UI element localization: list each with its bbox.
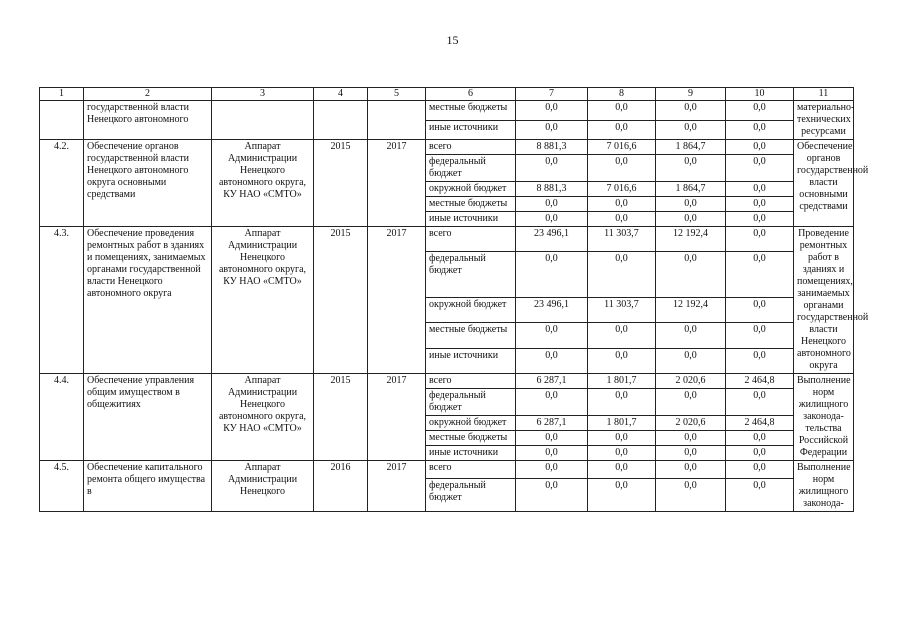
start-year-cell: 2015 bbox=[314, 374, 368, 461]
end-year-cell: 2017 bbox=[368, 227, 426, 374]
amount-cell: 0,0 bbox=[656, 252, 726, 298]
executor-cell: Аппарат Администрации Ненецкого автономного округа, КУ НАО «СМТО» bbox=[212, 374, 314, 461]
amount-cell: 0,0 bbox=[726, 140, 794, 155]
amount-cell: 0,0 bbox=[656, 155, 726, 182]
funding-source-label: местные бюджеты bbox=[426, 323, 516, 348]
amount-cell: 2 020,6 bbox=[656, 374, 726, 389]
column-number: 10 bbox=[726, 88, 794, 101]
amount-cell: 1 864,7 bbox=[656, 140, 726, 155]
result-cell: Проведение ремонтных работ в зданиях и помещениях, занимаемых органами государственной власти Ненецкого автономного округа bbox=[794, 227, 854, 374]
amount-cell: 0,0 bbox=[726, 227, 794, 252]
funding-source-label: окружной бюджет bbox=[426, 297, 516, 322]
funding-source-label: всего bbox=[426, 374, 516, 389]
column-number: 3 bbox=[212, 88, 314, 101]
amount-cell: 0,0 bbox=[588, 120, 656, 140]
column-number: 11 bbox=[794, 88, 854, 101]
amount-cell: 0,0 bbox=[656, 461, 726, 479]
funding-source-label: федеральный бюджет bbox=[426, 479, 516, 512]
column-number: 4 bbox=[314, 88, 368, 101]
end-year-cell: 2017 bbox=[368, 374, 426, 461]
start-year-cell: 2015 bbox=[314, 140, 368, 227]
funding-row bbox=[40, 374, 854, 389]
amount-cell: 0,0 bbox=[726, 297, 794, 322]
amount-cell: 0,0 bbox=[726, 182, 794, 197]
amount-cell: 0,0 bbox=[516, 479, 588, 512]
amount-cell: 0,0 bbox=[516, 120, 588, 140]
amount-cell: 0,0 bbox=[656, 101, 726, 121]
amount-cell: 0,0 bbox=[516, 446, 588, 461]
amount-cell: 0,0 bbox=[588, 348, 656, 373]
funding-source-label: всего bbox=[426, 461, 516, 479]
amount-cell: 0,0 bbox=[656, 446, 726, 461]
amount-cell: 0,0 bbox=[726, 348, 794, 373]
amount-cell: 0,0 bbox=[516, 101, 588, 121]
table-body bbox=[40, 88, 869, 512]
executor-cell: Аппарат Администрации Ненецкого автономного округа, КУ НАО «СМТО» bbox=[212, 227, 314, 374]
amount-cell: 0,0 bbox=[588, 212, 656, 227]
funding-source-label: федеральный бюджет bbox=[426, 252, 516, 298]
amount-cell: 0,0 bbox=[726, 155, 794, 182]
amount-cell: 1 801,7 bbox=[588, 374, 656, 389]
amount-cell: 0,0 bbox=[656, 431, 726, 446]
amount-cell: 2 020,6 bbox=[656, 416, 726, 431]
amount-cell: 0,0 bbox=[588, 479, 656, 512]
funding-source-label: федеральный бюджет bbox=[426, 389, 516, 416]
funding-source-label: окружной бюджет bbox=[426, 182, 516, 197]
funding-row bbox=[40, 461, 854, 479]
column-number: 5 bbox=[368, 88, 426, 101]
amount-cell: 0,0 bbox=[656, 212, 726, 227]
item-name-cell: государственной власти Ненецкого автономного bbox=[84, 101, 212, 140]
start-year-cell: 2016 bbox=[314, 461, 368, 512]
item-number-cell: 4.5. bbox=[40, 461, 84, 512]
funding-source-label: всего bbox=[426, 227, 516, 252]
amount-cell: 0,0 bbox=[588, 155, 656, 182]
page-number: 15 bbox=[446, 33, 459, 47]
item-name-cell: Обеспечение проведения ремонтных работ в зданиях и помещениях, занимаемых органами государственной власти Ненецкого автономного округа bbox=[84, 227, 212, 374]
amount-cell: 0,0 bbox=[656, 348, 726, 373]
item-number-cell: 4.4. bbox=[40, 374, 84, 461]
amount-cell: 11 303,7 bbox=[588, 297, 656, 322]
amount-cell: 0,0 bbox=[588, 252, 656, 298]
column-number-row bbox=[40, 88, 854, 101]
item-name-cell: Обеспечение управления общим имуществом в общежитиях bbox=[84, 374, 212, 461]
amount-cell: 0,0 bbox=[588, 197, 656, 212]
amount-cell: 6 287,1 bbox=[516, 416, 588, 431]
amount-cell: 1 864,7 bbox=[656, 182, 726, 197]
item-number-cell: 4.3. bbox=[40, 227, 84, 374]
column-number: 8 bbox=[588, 88, 656, 101]
amount-cell: 0,0 bbox=[726, 446, 794, 461]
funding-row bbox=[40, 140, 854, 155]
item-number-cell: 4.2. bbox=[40, 140, 84, 227]
amount-cell: 0,0 bbox=[726, 479, 794, 512]
result-cell: материально-технических ресурсами bbox=[794, 101, 854, 140]
funding-source-label: федеральный бюджет bbox=[426, 155, 516, 182]
amount-cell: 1 801,7 bbox=[588, 416, 656, 431]
result-cell: Обеспечение органов государственной власти основными средствами bbox=[794, 140, 854, 227]
amount-cell: 0,0 bbox=[726, 197, 794, 212]
amount-cell: 2 464,8 bbox=[726, 374, 794, 389]
amount-cell: 23 496,1 bbox=[516, 227, 588, 252]
amount-cell: 0,0 bbox=[516, 155, 588, 182]
funding-source-label: местные бюджеты bbox=[426, 431, 516, 446]
amount-cell: 0,0 bbox=[588, 323, 656, 348]
funding-source-label: иные источники bbox=[426, 212, 516, 227]
amount-cell: 0,0 bbox=[656, 197, 726, 212]
funding-source-label: иные источники bbox=[426, 120, 516, 140]
column-number: 2 bbox=[84, 88, 212, 101]
amount-cell: 0,0 bbox=[656, 389, 726, 416]
funding-source-label: всего bbox=[426, 140, 516, 155]
amount-cell: 0,0 bbox=[588, 389, 656, 416]
amount-cell: 0,0 bbox=[516, 431, 588, 446]
start-year-cell: 2015 bbox=[314, 227, 368, 374]
amount-cell: 0,0 bbox=[588, 101, 656, 121]
amount-cell: 11 303,7 bbox=[588, 227, 656, 252]
amount-cell: 7 016,6 bbox=[588, 182, 656, 197]
amount-cell: 12 192,4 bbox=[656, 297, 726, 322]
amount-cell: 6 287,1 bbox=[516, 374, 588, 389]
amount-cell: 0,0 bbox=[588, 446, 656, 461]
amount-cell: 8 881,3 bbox=[516, 182, 588, 197]
amount-cell: 0,0 bbox=[726, 389, 794, 416]
amount-cell: 0,0 bbox=[588, 461, 656, 479]
column-number: 9 bbox=[656, 88, 726, 101]
amount-cell: 0,0 bbox=[516, 461, 588, 479]
amount-cell: 0,0 bbox=[726, 461, 794, 479]
amount-cell: 0,0 bbox=[726, 120, 794, 140]
amount-cell: 0,0 bbox=[726, 323, 794, 348]
funding-row bbox=[40, 101, 854, 121]
executor-cell: Аппарат Администрации Ненецкого автономного округа, КУ НАО «СМТО» bbox=[212, 140, 314, 227]
end-year-cell: 2017 bbox=[368, 461, 426, 512]
amount-cell: 0,0 bbox=[516, 323, 588, 348]
amount-cell: 2 464,8 bbox=[726, 416, 794, 431]
amount-cell: 0,0 bbox=[656, 120, 726, 140]
amount-cell: 0,0 bbox=[516, 252, 588, 298]
amount-cell: 0,0 bbox=[516, 197, 588, 212]
program-table bbox=[39, 87, 869, 512]
item-name-cell: Обеспечение капитального ремонта общего имущества в bbox=[84, 461, 212, 512]
item-name-cell: Обеспечение органов государственной власти Ненецкого автономного округа основными средствами bbox=[84, 140, 212, 227]
amount-cell: 0,0 bbox=[726, 431, 794, 446]
amount-cell: 0,0 bbox=[516, 348, 588, 373]
result-cell: Выполнение норм жилищного законода-тельства Российской Федерации bbox=[794, 374, 854, 461]
funding-source-label: окружной бюджет bbox=[426, 416, 516, 431]
amount-cell: 0,0 bbox=[656, 479, 726, 512]
item-number-cell bbox=[40, 101, 84, 140]
executor-cell bbox=[212, 101, 314, 140]
amount-cell: 12 192,4 bbox=[656, 227, 726, 252]
amount-cell: 0,0 bbox=[516, 212, 588, 227]
funding-source-label: иные источники bbox=[426, 348, 516, 373]
funding-source-label: местные бюджеты bbox=[426, 197, 516, 212]
funding-row bbox=[40, 227, 854, 252]
amount-cell: 0,0 bbox=[516, 389, 588, 416]
column-number: 1 bbox=[40, 88, 84, 101]
amount-cell: 0,0 bbox=[588, 431, 656, 446]
amount-cell: 0,0 bbox=[726, 252, 794, 298]
start-year-cell bbox=[314, 101, 368, 140]
column-number: 6 bbox=[426, 88, 516, 101]
amount-cell: 0,0 bbox=[726, 101, 794, 121]
amount-cell: 0,0 bbox=[726, 212, 794, 227]
amount-cell: 0,0 bbox=[656, 323, 726, 348]
column-number: 7 bbox=[516, 88, 588, 101]
funding-source-label: иные источники bbox=[426, 446, 516, 461]
amount-cell: 23 496,1 bbox=[516, 297, 588, 322]
amount-cell: 7 016,6 bbox=[588, 140, 656, 155]
result-cell: Выполнение норм жилищного законода- bbox=[794, 461, 854, 512]
amount-cell: 8 881,3 bbox=[516, 140, 588, 155]
funding-source-label: местные бюджеты bbox=[426, 101, 516, 121]
end-year-cell bbox=[368, 101, 426, 140]
executor-cell: Аппарат Администрации Ненецкого bbox=[212, 461, 314, 512]
end-year-cell: 2017 bbox=[368, 140, 426, 227]
